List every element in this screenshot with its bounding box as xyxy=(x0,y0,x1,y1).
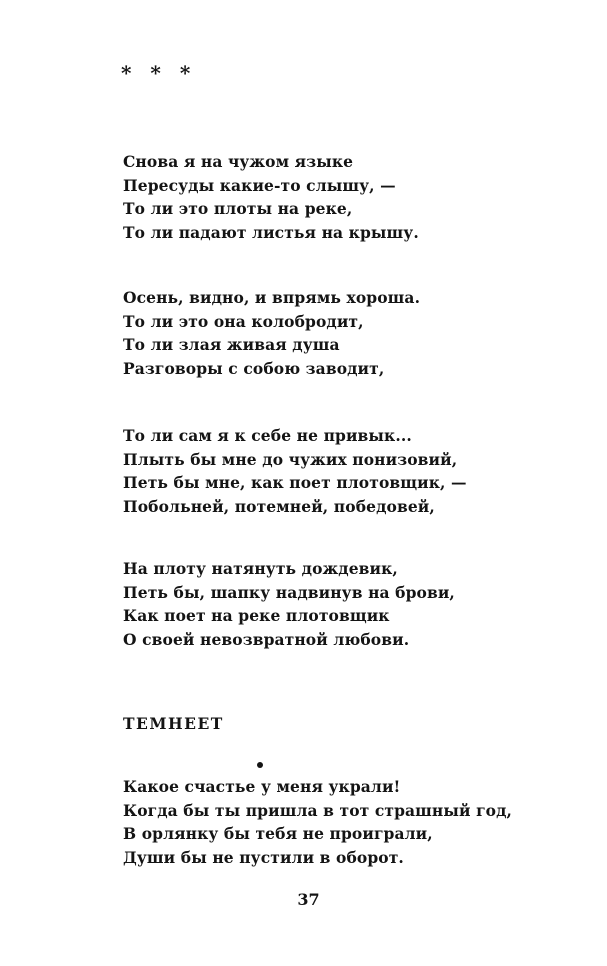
poem-line: То ли падают листья на крышу. xyxy=(123,222,419,242)
poem-line: Души бы не пустили в оборот. xyxy=(123,847,404,867)
poem2-stanza-1 xyxy=(123,775,512,869)
poem-line: То ли сам я к себе не привык... xyxy=(123,426,412,445)
poem-line: Какое счастье у меня украли! xyxy=(123,777,401,796)
poem-line: Когда бы ты пришла в тот страшный год, xyxy=(123,800,513,820)
poem-line: То ли злая живая душа xyxy=(123,335,340,354)
poem-line: На плоту натянуть дождевик, xyxy=(123,559,398,578)
poem-line: Плыть бы мне до чужих понизовий, xyxy=(123,449,458,469)
poem-line: Пересуды какие-то слышу, — xyxy=(123,175,396,195)
poem1-stanza-4 xyxy=(123,557,455,651)
poem-line: В орлянку бы тебя не проиграли, xyxy=(123,824,433,843)
poem-line: То ли это она колобродит, xyxy=(123,311,364,331)
poem-line: Как поет на реке плотовщик xyxy=(123,606,390,625)
poem-line: Петь бы, шапку надвинув на брови, xyxy=(123,582,455,602)
section-mark: * * * xyxy=(121,61,197,85)
poem-line: Снова я на чужом языке xyxy=(123,152,354,171)
page-number: 37 xyxy=(297,890,320,909)
poem-line: О своей невозвратной любови. xyxy=(123,629,410,649)
poem1-stanza-1 xyxy=(123,150,419,244)
poem-line: Петь бы мне, как поет плотовщик, — xyxy=(123,473,467,492)
poem-line: То ли это плоты на реке, xyxy=(123,199,353,218)
poem1-stanza-2 xyxy=(123,286,420,380)
poem1-stanza-3 xyxy=(123,424,467,518)
poem-line: Осень, видно, и впрямь хороша. xyxy=(123,288,421,307)
poem-line: Разговоры с собою заводит, xyxy=(123,358,385,378)
poem-title: ТЕМНЕЕТ xyxy=(123,714,224,733)
poem-line: Побольней, потемней, победовей, xyxy=(123,496,435,516)
epigraph-dot xyxy=(257,762,263,768)
